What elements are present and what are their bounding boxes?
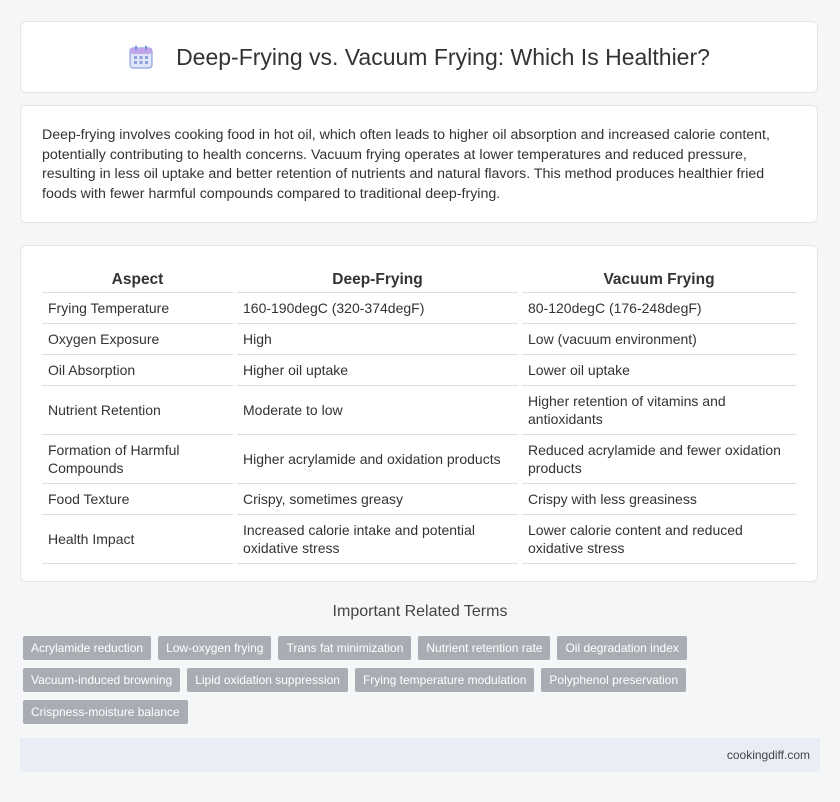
table-cell: Reduced acrylamide and fewer oxidation products [522,435,796,484]
table-cell: Health Impact [42,515,233,564]
related-terms-title: Important Related Terms [332,603,508,620]
column-header: Deep-Frying [237,266,518,293]
table-header-row [42,266,796,293]
table-row [42,355,796,386]
table-cell: High [237,324,518,355]
table-row [42,293,796,324]
footer [20,738,820,772]
comparison-table [38,266,800,564]
table-cell: Higher acrylamide and oxidation products [237,435,518,484]
column-header: Aspect [42,266,233,293]
calendar-icon [128,44,154,70]
term-tag[interactable]: Vacuum-induced browning [23,668,180,692]
table-cell: Formation of Harmful Compounds [42,435,233,484]
page-header [20,21,818,93]
related-terms-list [23,636,723,724]
table-cell: Lower oil uptake [522,355,796,386]
term-tag[interactable]: Polyphenol preservation [541,668,686,692]
term-tag[interactable]: Trans fat minimization [278,636,411,660]
table-cell: 160-190degC (320-374degF) [237,293,518,324]
table-cell: Oil Absorption [42,355,233,386]
intro-text: Deep-frying involves cooking food in hot oil, which often leads to higher oil absorption and increased calorie content, potentially contributing to health concerns. Vacuum frying operates at lower temperatures and reduced pressure, resulting in less oil uptake and better retention of nutrients and natural flavors. This method produces healthier fried foods with fewer harmful compounds compared to traditional deep-frying. [42,127,770,203]
term-tag[interactable]: Lipid oxidation suppression [187,668,348,692]
footer-site-link[interactable]: cookingdiff.com [726,748,810,762]
table-cell: Higher retention of vitamins and antioxidants [522,386,796,435]
table-row [42,515,796,564]
table-cell: Food Texture [42,484,233,515]
table-row [42,435,796,484]
term-tag[interactable]: Oil degradation index [557,636,686,660]
table-cell: Crispy, sometimes greasy [237,484,518,515]
table-cell: Nutrient Retention [42,386,233,435]
table-cell: Moderate to low [237,386,518,435]
table-cell: Low (vacuum environment) [522,324,796,355]
table-row [42,324,796,355]
table-row [42,386,796,435]
table-cell: Frying Temperature [42,293,233,324]
comparison-card [20,245,818,582]
term-tag[interactable]: Acrylamide reduction [23,636,151,660]
table-cell: Increased calorie intake and potential oxidative stress [237,515,518,564]
term-tag[interactable]: Frying temperature modulation [355,668,534,692]
intro-card [20,105,818,223]
table-cell: Higher oil uptake [237,355,518,386]
table-cell: Crispy with less greasiness [522,484,796,515]
term-tag[interactable]: Low-oxygen frying [158,636,271,660]
column-header: Vacuum Frying [522,266,796,293]
term-tag[interactable]: Nutrient retention rate [418,636,550,660]
term-tag[interactable]: Crispness-moisture balance [23,700,188,724]
table-cell: Oxygen Exposure [42,324,233,355]
table-cell: Lower calorie content and reduced oxidative stress [522,515,796,564]
table-row [42,484,796,515]
table-cell: 80-120degC (176-248degF) [522,293,796,324]
page-title: Deep-Frying vs. Vacuum Frying: Which Is Healthier? [176,43,710,70]
